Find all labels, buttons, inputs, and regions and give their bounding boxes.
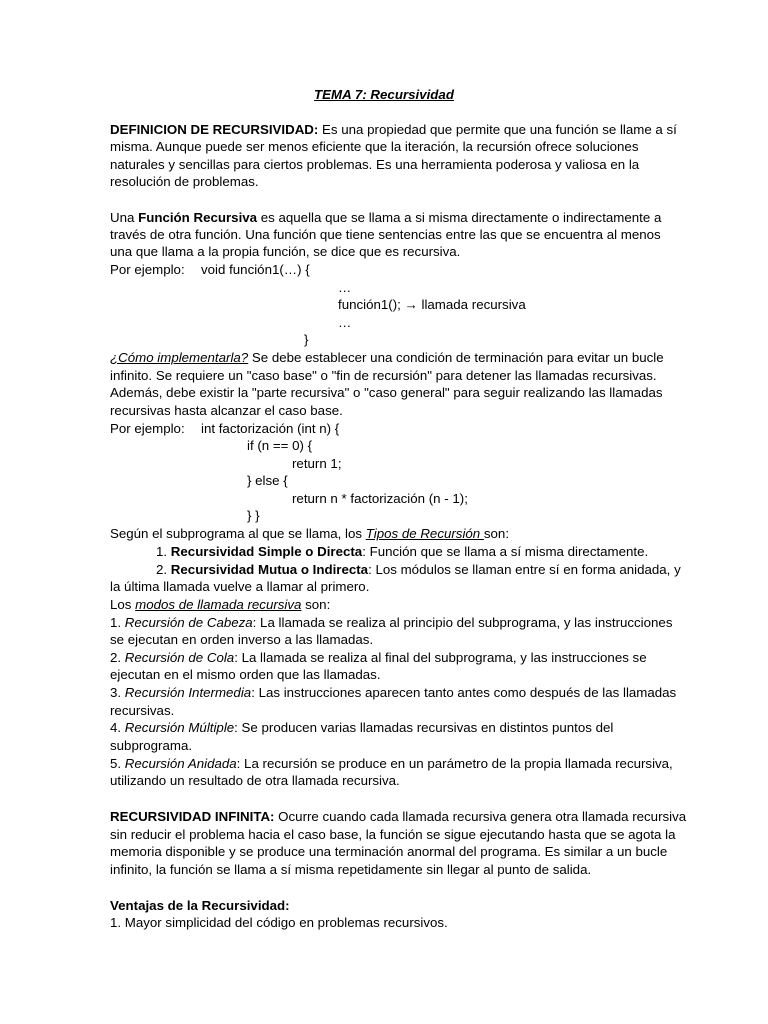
- list-item: 4. Recursión Múltiple: Se producen varias llamadas recursivas en distintos puntos del: [110, 720, 614, 735]
- list-item-cont: subprograma.: [110, 738, 193, 753]
- implementar-line-2: infinito. Se requiere un "caso base" o "fin de recursión" para detener las llamadas recursivas.: [110, 368, 657, 383]
- code-line: int factorización (int n) {: [201, 421, 340, 436]
- code-line: return 1;: [292, 456, 342, 471]
- code-line: } }: [247, 508, 260, 523]
- list-item: 1. Recursión de Cabeza: La llamada se realiza al principio del subprograma, y las instrucciones: [110, 615, 673, 630]
- list-item-cont: la última llamada vuelve a llamar al primero.: [110, 579, 370, 594]
- code-line: return n * factorización (n - 1);: [292, 491, 468, 506]
- funcion-line-3: una que llama a la propia función, se dice que es recursiva.: [110, 244, 461, 259]
- code-line: } else {: [247, 473, 288, 488]
- example-label: Por ejemplo:: [110, 262, 185, 277]
- tipos-intro: Según el subprograma al que se llama, los Tipos de Recursión son:: [110, 526, 510, 541]
- definicion-line-3: naturales y sencillas para ciertos problemas. Es una herramienta poderosa y valiosa en la: [110, 157, 640, 172]
- funcion-line-2: través de otra función. Una función que tiene sentencias entre las que se encuentra al menos: [110, 227, 661, 242]
- list-item-cont: recursivas.: [110, 703, 175, 718]
- tipos-link: Tipos de Recursión: [365, 526, 484, 541]
- definicion-line-1: DEFINICION DE RECURSIVIDAD: Es una propiedad que permite que una función se llame a sí: [110, 122, 677, 137]
- funcion-line-1: Una Función Recursiva es aquella que se llama a si misma directamente o indirectamente a: [110, 210, 662, 225]
- list-item: 1. Recursividad Simple o Directa: Función que se llama a sí misma directamente.: [156, 544, 649, 559]
- page-title: TEMA 7: Recursividad: [314, 87, 454, 102]
- list-item: 3. Recursión Intermedia: Las instrucciones aparecen tanto antes como después de las llamadas: [110, 685, 677, 700]
- list-item-cont: utilizando un resultado de otra llamada recursiva.: [110, 773, 400, 788]
- implementar-line-4: recursivas hasta alcanzar el caso base.: [110, 403, 343, 418]
- list-item: 1. Mayor simplicidad del código en problemas recursivos.: [110, 915, 448, 930]
- infinita-line-1: RECURSIVIDAD INFINITA: Ocurre cuando cada llamada recursiva genera otra llamada recursiva: [110, 809, 687, 824]
- code-line: …: [338, 315, 352, 330]
- infinita-line-3: memoria disponible y se produce una terminación anormal del programa. Es similar a un bucle: [110, 844, 668, 859]
- list-item: 5. Recursión Anidada: La recursión se produce en un parámetro de la propia llamada recursiva,: [110, 756, 673, 771]
- infinita-heading: RECURSIVIDAD INFINITA:: [110, 809, 275, 824]
- code-line: …: [338, 280, 352, 295]
- implementar-line-3: Además, debe existir la "parte recursiva" o "caso general" para seguir realizando las llamadas: [110, 385, 663, 400]
- implementar-question: ¿Cómo implementarla?: [110, 350, 249, 365]
- modos-link: modos de llamada recursiva: [135, 597, 302, 612]
- definicion-heading: DEFINICION DE RECURSIVIDAD:: [110, 122, 319, 137]
- code-line: }: [304, 332, 309, 347]
- code-line: void función1(…) {: [201, 262, 310, 277]
- code-line: if (n == 0) {: [247, 438, 313, 453]
- implementar-line-1: ¿Cómo implementarla? Se debe establecer una condición de terminación para evitar un bucle: [110, 350, 664, 365]
- code-line: función1(); → llamada recursiva: [338, 297, 526, 312]
- list-item-cont: ejecutan en el mismo orden que las llamadas.: [110, 667, 381, 682]
- infinita-line-4: infinito, la función se llama a sí misma repetidamente sin llegar al punto de salida.: [110, 862, 592, 877]
- infinita-line-2: sin reducir el problema hacia el caso base, la función se sigue ejecutando hasta que se agota la: [110, 827, 676, 842]
- example-label: Por ejemplo:: [110, 421, 185, 436]
- list-item: 2. Recursión de Cola: La llamada se realiza al final del subprograma, y las instrucciones se: [110, 650, 647, 665]
- list-item: 2. Recursividad Mutua o Indirecta: Los módulos se llaman entre sí en forma anidada, y: [156, 562, 681, 577]
- list-item-cont: se ejecutan en orden inverso a las llamadas.: [110, 632, 374, 647]
- modos-intro: Los modos de llamada recursiva son:: [110, 597, 331, 612]
- funcion-term: Función Recursiva: [138, 210, 258, 225]
- ventajas-heading: Ventajas de la Recursividad:: [110, 898, 290, 913]
- definicion-line-2: misma. Aunque puede ser menos eficiente que la iteración, la recursión ofrece soluciones: [110, 139, 639, 154]
- definicion-line-4: resolución de problemas.: [110, 174, 259, 189]
